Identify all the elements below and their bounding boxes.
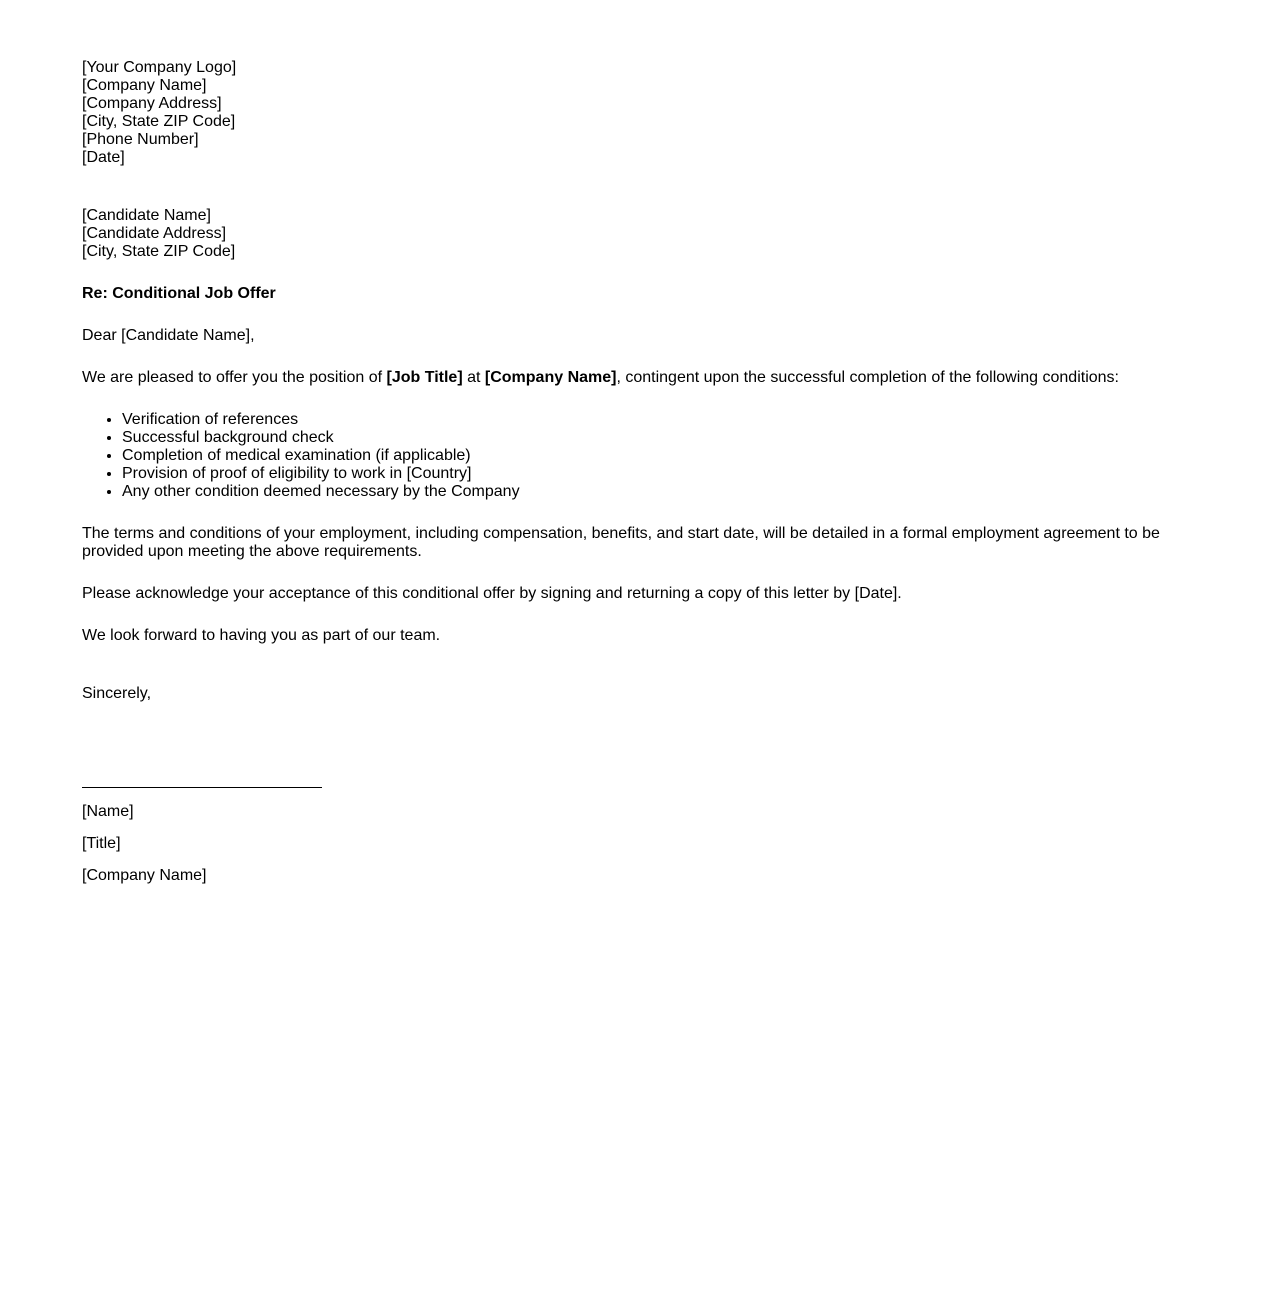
condition-item: • Provision of proof of eligibility to work in [Country] [122,465,1192,483]
offer-company-name: [Company Name] [484,369,617,386]
closing: Sincerely, [82,685,152,702]
terms-paragraph: The terms and conditions of your employment, including compensation, benefits, and start date, will be detailed in a formal employment agreement to be provided upon meeting the above requirements. [82,525,1160,560]
letter-date: [Date] [82,149,125,166]
offer-suffix: , contingent upon the successful completion of the following conditions: [616,369,1119,386]
condition-item: • Any other condition deemed necessary by the Company [122,483,1192,501]
salutation: Dear [Candidate Name], [82,327,255,344]
sender-block [82,59,1192,167]
recipient-city-state-zip: [City, State ZIP Code] [82,243,236,260]
signer-name: [Name] [82,803,134,820]
recipient-name: [Candidate Name] [82,207,211,224]
offer-letter [82,59,1192,885]
conditions-list [82,411,1192,501]
recipient-block [82,207,1192,261]
condition-item: • Verification of references [122,411,1192,429]
recipient-address: [Candidate Address] [82,225,227,242]
sender-company-address: [Company Address] [82,95,222,112]
closing-paragraph: We look forward to having you as part of our team. [82,627,441,644]
signature-line [82,787,322,788]
sender-company-name: [Company Name] [82,77,207,94]
offer-paragraph [82,369,1192,387]
acknowledge-paragraph: Please acknowledge your acceptance of this conditional offer by signing and returning a copy of this letter by [Date]. [82,585,902,602]
offer-prefix: We are pleased to offer you the position of [82,369,387,386]
signer-title: [Title] [82,835,121,852]
condition-item: • Completion of medical examination (if applicable) [122,447,1192,465]
sender-city-state-zip: [City, State ZIP Code] [82,113,236,130]
condition-item: • Successful background check [122,429,1192,447]
offer-middle: at [462,369,485,386]
signer-company-name: [Company Name] [82,867,207,884]
company-logo-placeholder: [Your Company Logo] [82,59,237,76]
subject-line: Re: Conditional Job Offer [82,285,276,302]
job-title: [Job Title] [386,369,463,386]
sender-phone: [Phone Number] [82,131,199,148]
